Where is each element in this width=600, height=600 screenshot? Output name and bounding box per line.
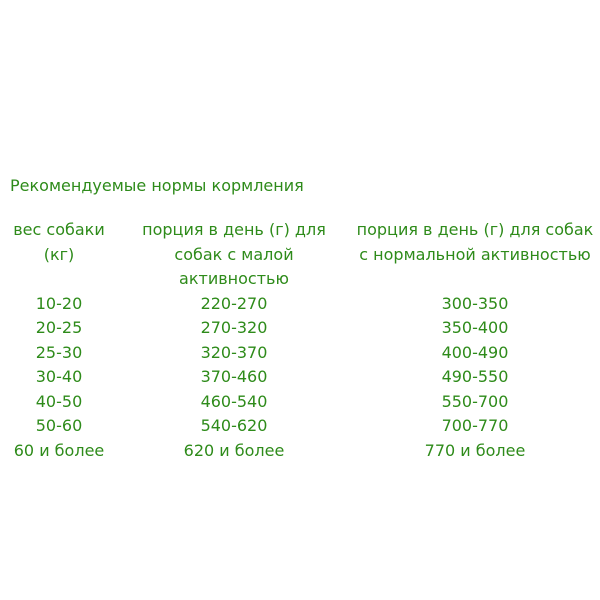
cell-normal-activity: 550-700 [441,391,509,411]
cell-weight: 10-20 [35,293,83,313]
cell-normal-activity: 400-490 [441,342,509,362]
cell-normal-activity: 490-550 [441,367,509,386]
table-row [0,439,600,464]
cell-low-activity: 370-460 [200,367,268,386]
table-row [0,414,600,439]
table-row [0,365,600,390]
cell-low-activity: 270-320 [200,318,268,337]
header-normal-activity: порция в день (г) для собак с нормальной активностью [356,220,594,264]
table-row [0,316,600,341]
cell-low-activity: 460-540 [200,391,268,411]
table-row [0,341,600,366]
cell-weight: 25-30 [35,342,83,362]
table-row [0,292,600,317]
table-header-row [0,218,600,292]
table-row [0,390,600,415]
cell-low-activity: 220-270 [200,293,268,313]
feeding-table [0,218,600,463]
cell-low-activity: 320-370 [200,342,268,362]
cell-low-activity: 620 и более [183,440,285,460]
cell-weight: 20-25 [35,318,83,337]
cell-weight: 30-40 [35,367,83,386]
cell-normal-activity: 300-350 [441,293,509,313]
cell-weight: 40-50 [35,391,83,411]
cell-normal-activity: 350-400 [441,318,509,337]
page-title: Рекомендуемые нормы кормления [10,176,304,195]
cell-low-activity: 540-620 [200,416,268,435]
cell-normal-activity: 770 и более [424,440,526,460]
cell-weight: 50-60 [35,416,83,435]
cell-normal-activity: 700-770 [441,416,509,435]
header-dog-weight: вес собаки (кг) [13,220,105,264]
cell-weight: 60 и более [13,440,105,460]
header-low-activity: порция в день (г) для собак с малой активностью [142,220,326,288]
